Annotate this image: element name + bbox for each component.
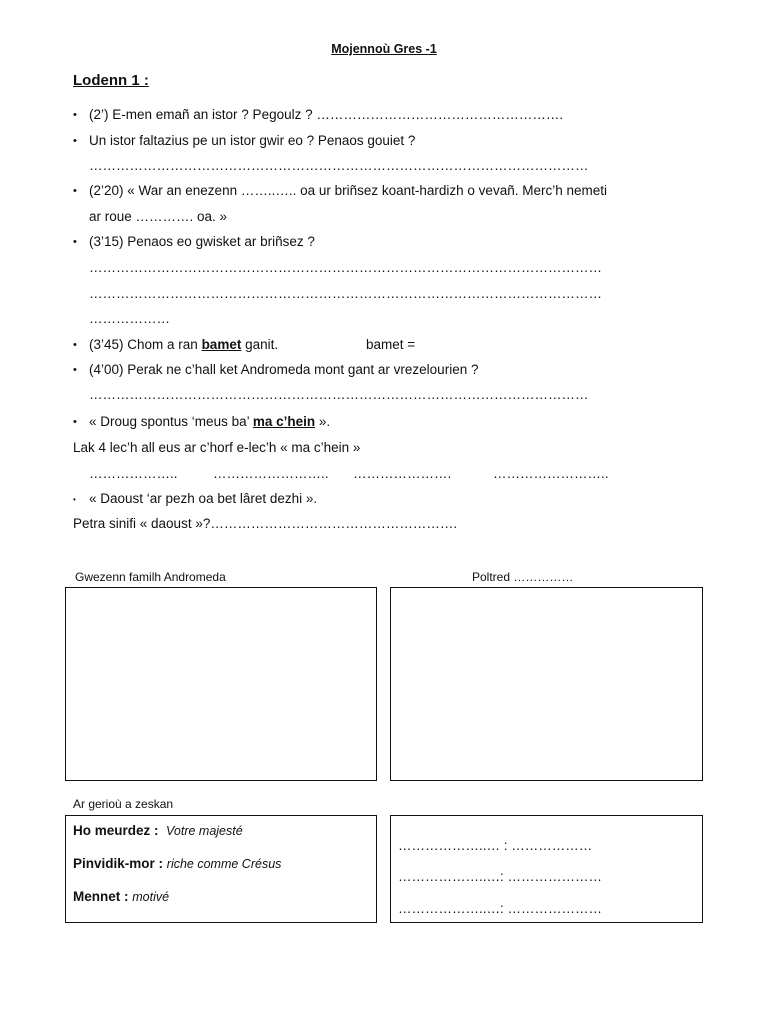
answer-line: ……………… [89, 311, 170, 326]
page-title: Mojennoù Gres -1 [331, 42, 437, 56]
definition-prompt: bamet = [366, 337, 416, 352]
bullet-icon: • [73, 364, 77, 376]
vocab-blank: ………………..…: ………………… [398, 869, 603, 884]
question-2: Un istor faltazius pe un istor gwir eo ? Penaos gouiet ? [89, 133, 416, 148]
vocab-translation: riche comme Crésus [166, 857, 282, 871]
answer-line: …………………………………………………………………………………………………… [89, 260, 602, 275]
answer-line: ………………………………………………………………………………………………… [89, 387, 589, 402]
vocab-item [73, 856, 281, 871]
question-7-instruction: Lak 4 lec’h all eus ar c’horf e-lec’h « ma c’hein » [73, 440, 361, 455]
section-heading: Lodenn 1 : [73, 72, 149, 89]
question-3-line-1: (2’20) « War an enezenn ……..….. oa ur briñsez koant-hardizh o vevañ. Merc’h nemeti [89, 183, 607, 198]
portrait-box [390, 587, 703, 781]
question-8-follow: Petra sinifi « daoust »?………………………………………………. [73, 516, 458, 531]
bullet-icon: • [73, 185, 77, 197]
answer-line: ………………………………………………………………………………………………… [89, 158, 589, 173]
question-5 [89, 337, 278, 352]
bullet-icon: • [73, 109, 77, 121]
words-label: Ar gerioù a zeskan [73, 797, 174, 811]
vocab-word-ma-chein: ma c’hein [252, 414, 316, 429]
blank-1: ……………….. [89, 466, 178, 481]
blank-2: …………………….. [213, 466, 329, 481]
bullet-icon: • [73, 495, 76, 504]
vocab-term: Ho meurdez : [73, 823, 159, 838]
vocab-translation: motivé [132, 890, 170, 904]
vocab-word-bamet: bamet [201, 337, 242, 352]
question-7-text: « Droug spontus ‘meus ba’ [89, 414, 253, 429]
question-6: (4’00) Perak ne c’hall ket Andromeda mont gant ar vrezelourien ? [89, 362, 479, 377]
vocab-blank: ………………..… : ……………… [398, 838, 593, 853]
vocab-item [73, 889, 169, 904]
vocab-blank: ………………..…: ………………… [398, 901, 603, 916]
bullet-icon: • [73, 416, 77, 428]
family-tree-box [65, 587, 377, 781]
blank-4: …………………….. [493, 466, 609, 481]
question-8: « Daoust ‘ar pezh oa bet lâret dezhi ». [89, 491, 318, 506]
question-7 [89, 414, 330, 429]
vocab-translation: Votre majesté [166, 824, 243, 838]
vocab-term: Pinvidik-mor : [73, 856, 164, 871]
question-3-line-2: ar roue …………. oa. » [89, 209, 228, 224]
blank-3: …………………. [353, 466, 452, 481]
family-tree-label: Gwezenn familh Andromeda [75, 570, 226, 584]
question-1: (2’) E-men emañ an istor ? Pegoulz ? ………………………………………………. [89, 107, 564, 122]
bullet-icon: • [73, 236, 77, 248]
question-4: (3’15) Penaos eo gwisket ar briñsez ? [89, 234, 315, 249]
question-7-text-end: ». [315, 414, 331, 429]
portrait-label: Poltred …………… [472, 570, 574, 584]
vocab-item [73, 823, 243, 838]
question-5-text-end: ganit. [241, 337, 279, 352]
bullet-icon: • [73, 339, 77, 351]
vocab-term: Mennet : [73, 889, 129, 904]
answer-line: …………………………………………………………………………………………………… [89, 286, 602, 301]
bullet-icon: • [73, 135, 77, 147]
question-5-text: (3’45) Chom a ran [89, 337, 202, 352]
